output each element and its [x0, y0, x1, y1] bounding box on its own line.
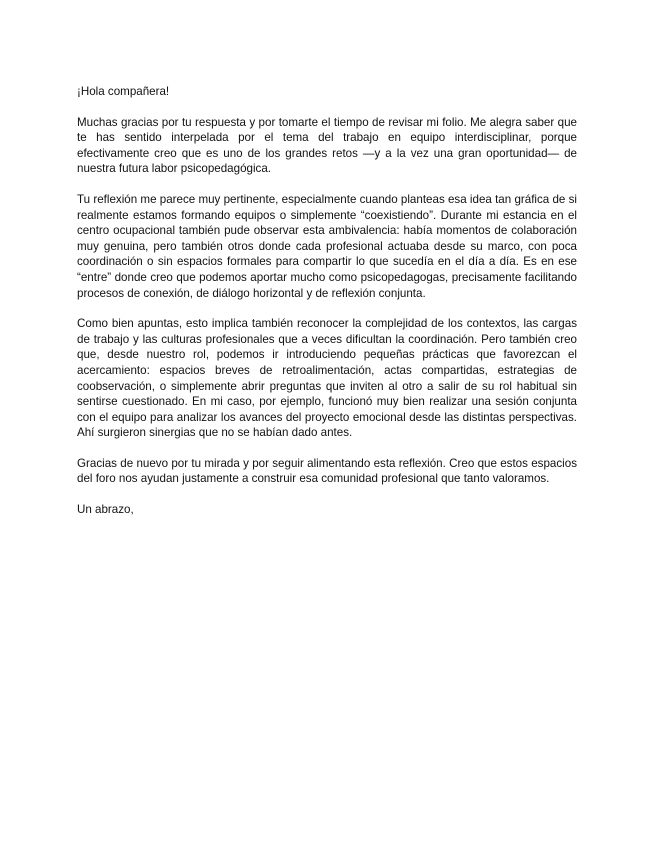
letter-document — [77, 84, 577, 518]
paragraph-thanks: Muchas gracias por tu respuesta y por tomarte el tiempo de revisar mi folio. Me alegra saber que te has sentido interpelada por el tema del trabajo en equipo interdisciplinar, porque efectivamente creo que es uno de los grandes retos —y a la vez una gran oportunidad— de nuestra futura labor psicopedagógica. — [77, 115, 577, 176]
closing: Un abrazo, — [77, 503, 134, 517]
paragraph-complexity: Como bien apuntas, esto implica también reconocer la complejidad de los contextos, las cargas de trabajo y las culturas profesionales que a veces dificultan la coordinación. Pero también creo que, desde nuestro rol, podemos ir introduciendo pequeñas prácticas que favorezcan el acercamiento: espacios breves de retroalimentación, actas compartidas, estrategias de coobservación, o simplemente abrir preguntas que inviten al otro a salir de su rol habitual sin sentirse cuestionado. En mi caso, por ejemplo, funcionó muy bien realizar una sesión conjunta con el equipo para analizar los avances del proyecto emocional desde las distintas perspectivas. Ahí surgieron sinergias que no se habían dado antes. — [77, 317, 577, 440]
paragraph-reflection: Tu reflexión me parece muy pertinente, especialmente cuando planteas esa idea tan gráfica de si realmente estamos formando equipos o simplemente “coexistiendo”. Durante mi estancia en el centro ocupacional también pude observar esta ambivalencia: había momentos de colaboración muy genuina, pero también otros donde cada profesional actuaba desde su marco, con poca coordinación o sin espacios formales para compartir lo que sucedía en el día a día. Es en ese “entre” donde creo que podemos aportar mucho como psicopedagogas, precisamente facilitando procesos de conexión, de diálogo horizontal y de reflexión conjunta. — [77, 192, 577, 300]
paragraph-gratitude: Gracias de nuevo por tu mirada y por seguir alimentando esta reflexión. Creo que estos espacios del foro nos ayudan justamente a construir esa comunidad profesional que tanto valoramos. — [77, 456, 577, 486]
greeting: ¡Hola compañera! — [77, 85, 170, 98]
